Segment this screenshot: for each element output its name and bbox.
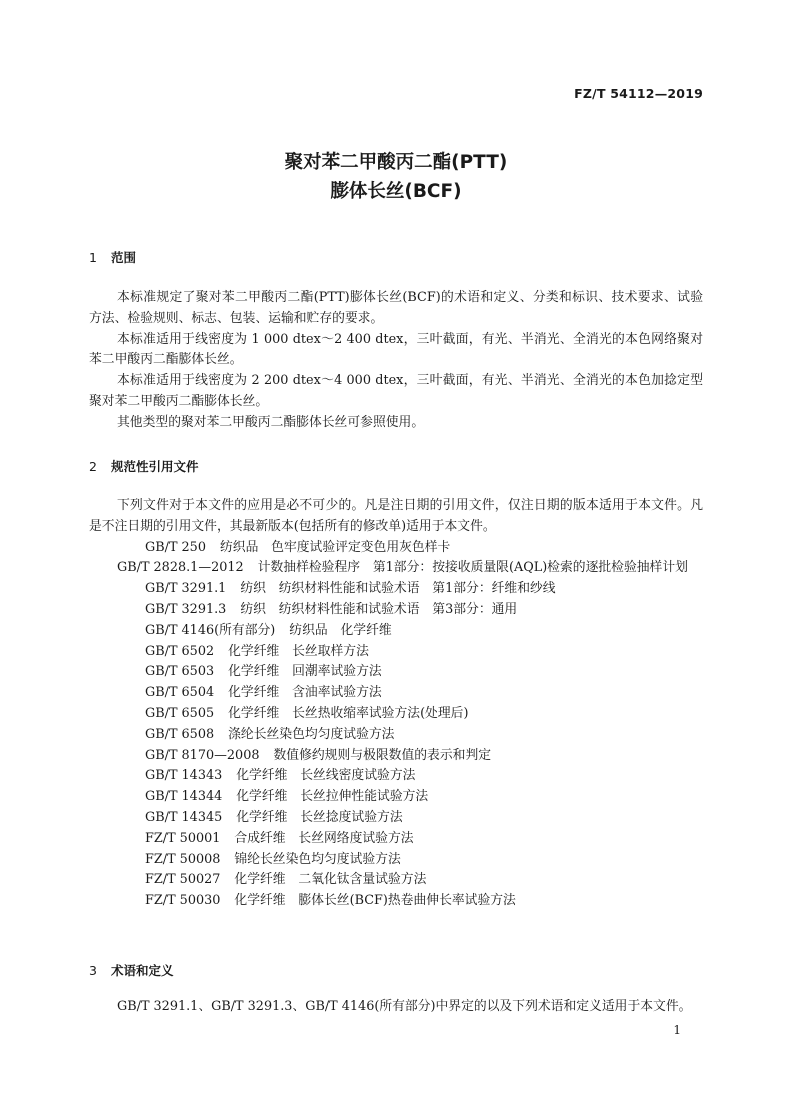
reference-code: GB/T 3291.1: [145, 581, 227, 597]
reference-title: 化学纤维 长丝取样方法: [228, 643, 369, 659]
reference-title: 计数抽样检验程序 第1部分：按接收质量限(AQL)检索的逐批检验抽样计划: [257, 560, 688, 576]
section-number: 2: [89, 459, 97, 474]
document-title: [0, 148, 792, 206]
reference-item: [89, 662, 703, 683]
reference-code: GB/T 6505: [145, 705, 215, 721]
reference-item: [89, 766, 703, 787]
reference-title: 化学纤维 膨体长丝(BCF)热卷曲伸长率试验方法: [234, 893, 516, 909]
reference-item: [89, 579, 703, 600]
paragraph: 本标准适用于线密度为 2 200 dtex～4 000 dtex，三叶截面，有光、半消光、全消光的本色加捻定型聚对苯二甲酸丙二酯膨体长丝。: [89, 373, 703, 409]
section-number: 3: [89, 963, 97, 978]
reference-item: [89, 746, 703, 767]
reference-title: 纺织 纺织材料性能和试验术语 第3部分：通用: [240, 601, 518, 617]
reference-title: 化学纤维 回潮率试验方法: [228, 664, 382, 680]
reference-code: FZ/T 50008: [145, 851, 221, 867]
title-line-1: 聚对苯二甲酸丙二酯(PTT): [284, 152, 508, 173]
standard-code: FZ/T 54112—2019: [574, 86, 703, 101]
section-1-heading: [89, 248, 136, 266]
reference-code: FZ/T 50027: [145, 872, 221, 888]
reference-code: GB/T 6503: [145, 664, 215, 680]
reference-item: [89, 829, 703, 850]
reference-list: [89, 538, 703, 912]
reference-code: GB/T 14344: [145, 789, 223, 805]
reference-code: GB/T 4146(所有部分): [145, 622, 276, 638]
reference-item: [89, 538, 703, 559]
section-number: 1: [89, 250, 97, 265]
reference-item: [89, 870, 703, 891]
reference-title: 纺织品 化学纤维: [289, 622, 392, 638]
paragraph: 本标准适用于线密度为 1 000 dtex～2 400 dtex，三叶截面，有光、半消光、全消光的本色网络聚对苯二甲酸丙二酯膨体长丝。: [89, 331, 703, 368]
page-number: 1: [673, 1023, 681, 1037]
section-title: 术语和定义: [111, 963, 174, 978]
reference-item: [89, 850, 703, 871]
title-line-2: 膨体长丝(BCF): [330, 181, 462, 202]
reference-title: 化学纤维 长丝热收缩率试验方法(处理后): [228, 705, 469, 721]
reference-code: FZ/T 50001: [145, 830, 221, 846]
paragraph: GB/T 3291.1、GB/T 3291.3、GB/T 4146(所有部分)中界定的以及下列术语和定义适用于本文件。: [117, 999, 692, 1014]
reference-item: [89, 600, 703, 621]
section-2-body: [89, 496, 703, 912]
reference-item: [89, 808, 703, 829]
reference-title: 化学纤维 二氧化钛含量试验方法: [234, 872, 427, 888]
section-2-heading: [89, 457, 199, 475]
reference-title: 纺织 纺织材料性能和试验术语 第1部分：纤维和纱线: [240, 581, 556, 597]
reference-code: GB/T 3291.3: [145, 601, 227, 617]
reference-title: 合成纤维 长丝网络度试验方法: [234, 830, 414, 846]
section-title: 规范性引用文件: [111, 459, 199, 474]
paragraph: 下列文件对于本文件的应用是必不可少的。凡是注日期的引用文件，仅注日期的版本适用于本文件。凡是不注日期的引用文件，其最新版本(包括所有的修改单)适用于本文件。: [89, 498, 703, 534]
paragraph: 其他类型的聚对苯二甲酸丙二酯膨体长丝可参照使用。: [117, 414, 425, 430]
reference-item: [89, 683, 703, 704]
reference-title: 化学纤维 长丝线密度试验方法: [236, 768, 416, 784]
reference-code: GB/T 6508: [145, 726, 215, 742]
reference-title: 化学纤维 长丝捻度试验方法: [236, 809, 403, 825]
reference-item: [89, 891, 703, 912]
reference-item: [89, 642, 703, 663]
reference-code: FZ/T 50030: [145, 893, 221, 909]
section-title: 范围: [111, 250, 137, 265]
reference-item: [89, 621, 703, 642]
reference-item: [89, 558, 703, 579]
reference-code: GB/T 250: [145, 539, 206, 555]
reference-code: GB/T 14343: [145, 768, 223, 784]
reference-code: GB/T 6502: [145, 643, 215, 659]
reference-title: 化学纤维 含油率试验方法: [228, 685, 382, 701]
paragraph: 本标准规定了聚对苯二甲酸丙二酯(PTT)膨体长丝(BCF)的术语和定义、分类和标识、技术要求、试验方法、检验规则、标志、包装、运输和贮存的要求。: [89, 290, 703, 326]
section-3-heading: [89, 961, 174, 979]
reference-title: 涤纶长丝染色均匀度试验方法: [228, 726, 395, 742]
reference-title: 化学纤维 长丝拉伸性能试验方法: [236, 789, 429, 805]
reference-title: 数值修约规则与极限数值的表示和判定: [273, 747, 492, 763]
section-3-body: [89, 997, 703, 1018]
reference-item: [89, 787, 703, 808]
reference-title: 纺织品 色牢度试验评定变色用灰色样卡: [219, 539, 451, 555]
reference-item: [89, 704, 703, 725]
reference-code: GB/T 8170—2008: [145, 747, 260, 763]
reference-item: [89, 725, 703, 746]
reference-title: 锦纶长丝染色均匀度试验方法: [234, 851, 401, 867]
reference-code: GB/T 6504: [145, 685, 215, 701]
reference-code: GB/T 14345: [145, 809, 223, 825]
reference-code: GB/T 2828.1—2012: [117, 560, 244, 576]
section-1-body: [89, 288, 703, 434]
